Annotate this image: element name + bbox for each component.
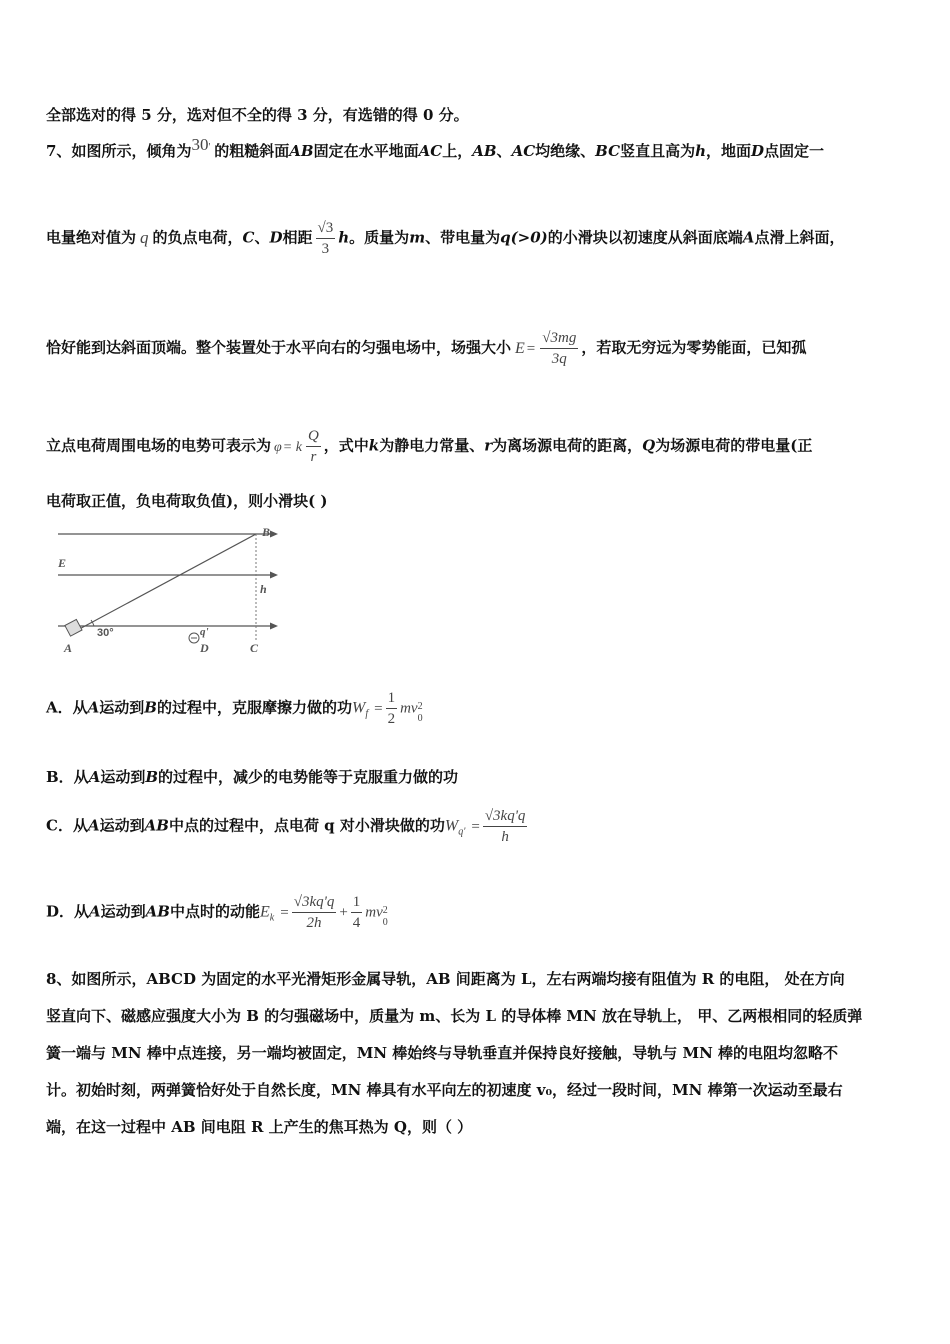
opt-text: 运动到 [99,816,145,835]
frac-den: 2h [306,915,322,931]
frac-num: 1 [351,892,363,913]
opt-var: AB [145,902,170,921]
label-A: A [64,641,73,655]
q8-line-2: 竖直向下、磁感应强度大小为 B 的匀强磁场中，质量为 m、长为 L 的导体棒 MN 放在导轨上， 甲、乙两根相同的轻质弹 [46,1007,863,1025]
sub-0: 0 [417,712,423,724]
q7-text: 电量绝对值为 [46,228,137,247]
q7-var: r [484,436,493,455]
fraction-half [386,688,398,729]
q7-var: A [742,228,755,247]
opt-text: D．从 [46,902,90,921]
opt-var: A [87,816,100,835]
fraction-energy [292,892,337,933]
q7-text: 恰好能到达斜面顶端。整个装置处于水平向右的匀强电场中，场强大小 [46,338,512,357]
q7-line-3 [46,328,806,369]
q7-var: AB [289,142,314,160]
frac-den: h [501,829,509,845]
opt-text: 运动到 [100,902,146,921]
incline-AB [72,534,256,633]
slider-block [65,619,82,636]
fraction-work [483,806,528,847]
q7-text: 为场源电荷的带电量(正 [655,436,813,455]
q7-number: 7、 [46,142,72,160]
opt-var: A [88,768,101,786]
fraction-quarter [351,892,363,933]
q7-text: 的小滑块以初速度从斜面底端 [547,228,743,247]
subscript-q: q' [458,826,466,838]
option-b [46,766,458,787]
sub-0: 0 [382,916,388,928]
q7-var: C [242,228,255,247]
frac-num: √3mg [540,328,578,349]
q7-text: ，式中 [323,436,369,455]
label-B: B [262,525,271,539]
frac-num: Q [306,426,321,447]
subscript-k: k [269,912,275,924]
q7-var: q(>0) [500,228,548,247]
option-a [46,688,426,729]
sup-2: 2 [382,904,388,916]
q-symbol: q [140,227,149,247]
q7-text: 。质量为 [349,228,410,247]
q8-line-1: 8、如图所示，ABCD 为固定的水平光滑矩形金属导轨，AB 间距离为 L，左右两端均接有阻值为 R 的电阻， 处在方向 [46,970,845,988]
frac-den: 4 [352,915,361,931]
W-symbol: W [444,817,459,835]
q7-text: 点固定一 [764,142,825,160]
frac-num: √3kq'q [292,892,337,913]
frac-den: 2 [387,711,396,727]
q7-text: 均绝缘、 [535,142,596,160]
q7-var: D [751,142,765,160]
q7-var: D [269,228,283,247]
q7-text: 竖直且高为 [620,142,696,160]
q8-line-4: 计。初始时刻，两弹簧恰好处于自然长度，MN 棒具有水平向左的初速度 v₀，经过一段时间，MN 棒第一次运动至最右 [46,1081,843,1099]
q7-text: 上， [442,142,473,160]
plus-sign: + [339,904,348,921]
equals: = [280,904,289,921]
opt-text: C．从 [46,816,88,835]
q8-line-5: 端，在这一过程中 AB 间电阻 R 上产生的焦耳热为 Q，则（ ） [46,1118,473,1136]
option-d [46,892,391,933]
equals: = [526,340,536,357]
q7-var: Q [642,436,656,455]
q7-text: 如图所示，倾角为 [71,142,192,160]
opt-text: 运动到 [99,698,145,717]
opt-text: 的过程中，减少的电势能等于克服重力做的功 [158,768,459,786]
incline-diagram [54,522,284,656]
opt-var: B [145,768,159,786]
q8-line-3: 簧一端与 MN 棒中点连接，另一端均被固定，MN 棒始终与导轨垂直并保持良好接触，导轨与 MN 棒的电阻均忽略不 [46,1044,839,1062]
W-symbol: W [352,699,366,717]
label-angle: 30° [97,627,114,639]
q7-text: 立点电荷周围电场的电势可表示为 [46,436,272,455]
sup-2: 2 [417,700,423,712]
opt-text: 中点的过程中，点电荷 q 对小滑块做的功 [168,816,445,835]
q7-var: BC [595,142,621,160]
q7-text: 的负点电荷， [152,228,243,247]
frac-den: r [310,449,317,465]
frac-den: 3 [321,241,330,257]
q7-var: m [409,228,426,247]
q7-text: 为静电力常量、 [379,436,485,455]
opt-text: B．从 [46,768,89,786]
equals: = [471,818,480,835]
fraction-sqrt3-over-3 [316,218,336,259]
q7-var: h [338,228,350,247]
opt-var: A [87,698,100,717]
q7-text: 为离场源电荷的距离， [492,436,643,455]
q7-text: 、 [254,228,270,247]
q7-text: ，若取无穷远为零势能面，已知孤 [581,338,807,357]
fraction-Q-over-r [306,426,321,467]
q7-text: 、带电量为 [425,228,501,247]
E-symbol: E [515,339,525,357]
label-D: D [200,641,209,655]
degree-mark: ' [208,142,211,153]
opt-var: B [144,698,157,717]
q7-text: 的粗糙斜面 [214,142,290,160]
label-h: h [260,582,267,596]
opt-var: A [89,902,101,921]
phi-symbol: φ [274,439,282,455]
intro-line: 全部选对的得 5 分，选对但不全的得 3 分，有选错的得 0 分。 [46,106,469,124]
equals: = [374,700,383,717]
opt-text: 的过程中，克服摩擦力做的功 [156,698,352,717]
subscript-f: f [365,708,369,720]
equals-k: = k [282,439,302,455]
q7-var: h [695,142,706,160]
q7-text: 、 [496,142,512,160]
q7-var: k [368,436,380,455]
frac-num: √3 [316,218,336,239]
q7-line-4 [46,426,812,467]
frac-num: 1 [386,688,398,709]
label-q-prime: q' [200,626,209,638]
label-C: C [250,641,259,655]
E-symbol: E [260,903,270,921]
q7-var: AC [511,142,536,160]
opt-var: AB [144,816,169,835]
fraction-field-strength [540,328,578,369]
option-c [46,806,530,847]
q7-text: 固定在水平地面 [313,142,419,160]
frac-num: √3kq'q [483,806,528,827]
q7-line-5: 电荷取正值，负电荷取负值)，则小滑块( ) [46,492,328,510]
q7-text: 点滑上斜面， [754,228,845,247]
q7-var: AC [418,142,443,160]
opt-text: A．从 [46,698,88,717]
q7-var: AB [472,142,497,160]
q7-line-2 [46,218,844,259]
arrow-head-icon [270,531,278,538]
opt-text: 运动到 [100,768,146,786]
mv-term: mv [365,904,383,921]
q7-text: 相距 [282,228,313,247]
arrow-head-icon [270,572,278,579]
frac-den: 3q [551,351,567,367]
q7-text: ，地面 [705,142,751,160]
q7-line-1 [46,135,825,161]
arrow-head-icon [270,623,278,630]
label-E: E [58,556,67,570]
mv-term: mv [400,700,418,717]
opt-text: 中点时的动能 [170,902,261,921]
angle-value: 30 [191,135,209,154]
